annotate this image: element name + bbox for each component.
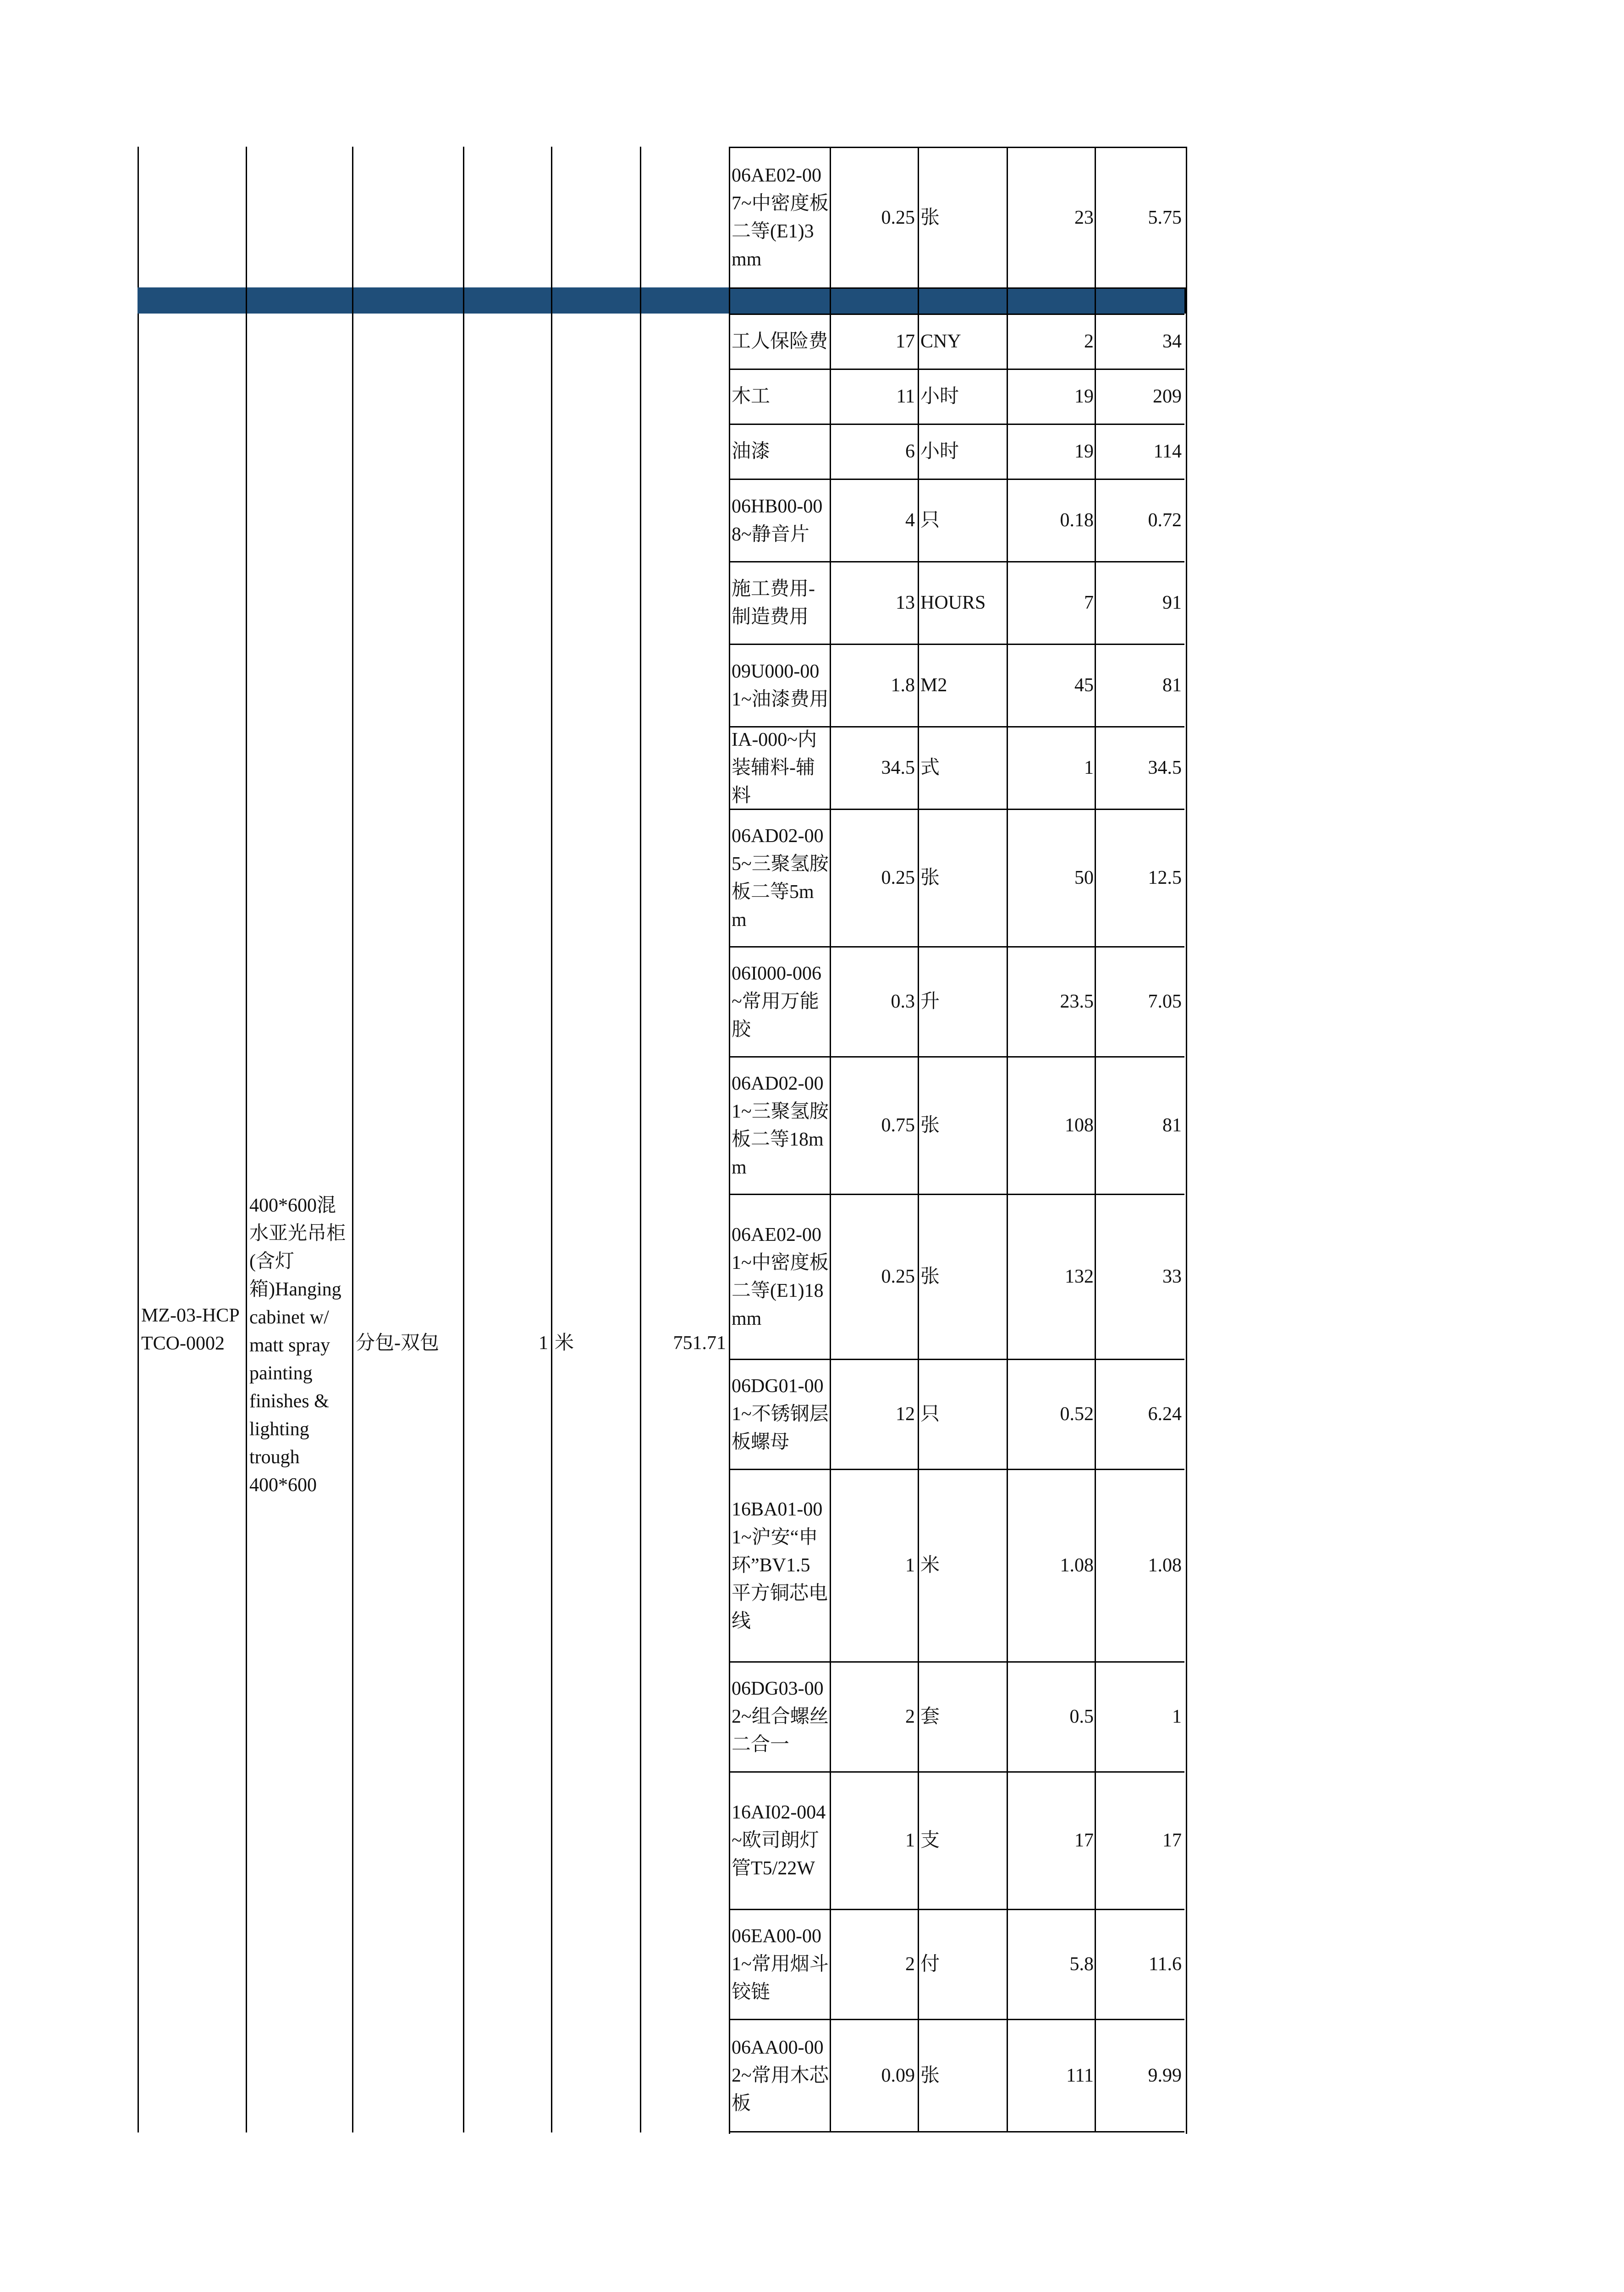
row-price: 132 bbox=[1065, 1266, 1094, 1287]
row-qty: 1 bbox=[905, 1830, 915, 1851]
row-unit: 只 bbox=[920, 510, 940, 531]
grid-col-unit bbox=[918, 147, 919, 2132]
row-unit: 支 bbox=[920, 1830, 940, 1851]
row-total: 12.5 bbox=[1148, 867, 1182, 888]
row-unit: HOURS bbox=[920, 592, 986, 613]
row-qty: 11 bbox=[896, 386, 915, 407]
row-price: 45 bbox=[1074, 675, 1094, 696]
row-line bbox=[729, 287, 1184, 289]
row-price: 1.08 bbox=[1060, 1555, 1094, 1576]
row-name: 06AE02-001~中密度板二等(E1)18mm bbox=[732, 1224, 829, 1329]
row-price: 0.5 bbox=[1069, 1706, 1094, 1727]
row-price: 50 bbox=[1074, 867, 1094, 888]
row-unit: 小时 bbox=[920, 441, 959, 462]
row-total: 11.6 bbox=[1149, 1954, 1182, 1975]
row-total: 1 bbox=[1172, 1706, 1182, 1727]
row-total: 1.08 bbox=[1148, 1555, 1182, 1576]
row-qty: 0.75 bbox=[881, 1115, 915, 1136]
row-name: 16BA01-001~沪安“申环”BV1.5平方铜芯电线 bbox=[732, 1499, 828, 1632]
item-description: 400*600混水亚光吊柜(含灯箱)Hanging cabinet w/ matt spray painting finishes & lighting trough 400*600 bbox=[249, 1195, 346, 1496]
row-unit: 只 bbox=[920, 1404, 940, 1425]
row-total: 34 bbox=[1162, 331, 1182, 352]
row-price: 17 bbox=[1074, 1830, 1094, 1851]
row-price: 0.52 bbox=[1060, 1404, 1094, 1425]
col-border-c bbox=[352, 147, 353, 2132]
row-price: 108 bbox=[1065, 1115, 1094, 1136]
prev-row-qty: 0.25 bbox=[881, 207, 915, 228]
row-total: 9.99 bbox=[1148, 2065, 1182, 2086]
row-total: 33 bbox=[1162, 1266, 1182, 1287]
col-border-d bbox=[463, 147, 464, 2132]
row-total: 114 bbox=[1153, 441, 1182, 462]
row-unit: CNY bbox=[920, 331, 961, 352]
row-unit: 小时 bbox=[920, 386, 959, 407]
row-total: 0.72 bbox=[1148, 510, 1182, 531]
col-border-e bbox=[551, 147, 552, 2132]
row-name: IA-000~内装辅料-辅料 bbox=[732, 729, 817, 806]
row-qty: 1.8 bbox=[891, 675, 915, 696]
row-qty: 0.3 bbox=[891, 991, 915, 1012]
band-divider bbox=[246, 287, 247, 314]
band-divider bbox=[463, 287, 464, 314]
row-price: 7 bbox=[1084, 592, 1094, 613]
item-amount: 751.71 bbox=[673, 1333, 726, 1354]
row-total: 17 bbox=[1162, 1830, 1182, 1851]
row-qty: 17 bbox=[896, 331, 915, 352]
row-total: 91 bbox=[1162, 592, 1182, 613]
row-name: 06AD02-005~三聚氢胺板二等5mm bbox=[732, 825, 829, 931]
row-price: 5.8 bbox=[1069, 1954, 1094, 1975]
prev-row-price: 23 bbox=[1074, 207, 1094, 228]
row-unit: 张 bbox=[920, 2065, 940, 2086]
row-name: 09U000-001~油漆费用 bbox=[732, 661, 829, 710]
row-name: 06AD02-001~三聚氢胺板二等18mm bbox=[732, 1073, 829, 1178]
row-name: 06DG01-001~不锈钢层板螺母 bbox=[732, 1376, 829, 1453]
row-total: 7.05 bbox=[1148, 991, 1182, 1012]
row-price: 2 bbox=[1084, 331, 1094, 352]
col-border-b bbox=[246, 147, 247, 2132]
row-price: 1 bbox=[1084, 757, 1094, 778]
row-qty: 6 bbox=[905, 441, 915, 462]
item-unit: 米 bbox=[555, 1333, 574, 1354]
col-border-f bbox=[640, 147, 641, 2132]
row-name: 06HB00-008~静音片 bbox=[732, 496, 823, 545]
row-name: 16AI02-004~欧司朗灯管T5/22W bbox=[732, 1802, 826, 1879]
item-type: 分包-双包 bbox=[356, 1333, 439, 1354]
row-unit: 米 bbox=[920, 1555, 940, 1576]
row-qty: 2 bbox=[905, 1706, 915, 1727]
row-total: 81 bbox=[1162, 675, 1182, 696]
row-name: 施工费用-制造费用 bbox=[732, 578, 815, 628]
row-price: 19 bbox=[1074, 386, 1094, 407]
row-unit: 张 bbox=[920, 1266, 940, 1287]
item-qty: 1 bbox=[539, 1333, 548, 1354]
row-name: 06EA00-001~常用烟斗铰链 bbox=[732, 1926, 829, 2003]
row-name: 06DG03-002~组合螺丝二合一 bbox=[732, 1678, 829, 1755]
prev-row-name: 06AE02-007~中密度板二等(E1)3mm bbox=[732, 165, 829, 270]
row-qty: 0.25 bbox=[881, 867, 915, 888]
item-code: MZ-03-HCPTCO-0002 bbox=[141, 1305, 240, 1354]
row-unit: 升 bbox=[920, 991, 940, 1012]
row-name: 工人保险费 bbox=[732, 331, 828, 352]
row-qty: 1 bbox=[905, 1555, 915, 1576]
col-border-a bbox=[138, 147, 139, 2132]
row-price: 111 bbox=[1066, 2065, 1094, 2086]
row-name: 06I000-006~常用万能胶 bbox=[732, 963, 821, 1040]
row-name: 06AA00-002~常用木芯板 bbox=[732, 2037, 829, 2114]
grid-col-price bbox=[1007, 147, 1008, 2132]
row-total: 34.5 bbox=[1148, 757, 1182, 778]
row-unit: 套 bbox=[920, 1706, 940, 1727]
row-qty: 2 bbox=[905, 1954, 915, 1975]
row-price: 19 bbox=[1074, 441, 1094, 462]
row-qty: 34.5 bbox=[881, 757, 915, 778]
prev-row-unit: 张 bbox=[920, 207, 940, 228]
row-qty: 13 bbox=[896, 592, 915, 613]
grid-col-total bbox=[1095, 147, 1096, 2132]
row-total: 209 bbox=[1153, 386, 1182, 407]
row-price: 0.18 bbox=[1060, 510, 1094, 531]
row-unit: 张 bbox=[920, 867, 940, 888]
row-qty: 0.25 bbox=[881, 1266, 915, 1287]
row-line bbox=[729, 2131, 1184, 2132]
row-total: 81 bbox=[1162, 1115, 1182, 1136]
row-unit: 张 bbox=[920, 1115, 940, 1136]
row-price: 23.5 bbox=[1060, 991, 1094, 1012]
row-total: 6.24 bbox=[1148, 1404, 1182, 1425]
band-divider bbox=[352, 287, 353, 314]
row-qty: 4 bbox=[905, 510, 915, 531]
row-name: 油漆 bbox=[732, 441, 771, 462]
row-qty: 0.09 bbox=[881, 2065, 915, 2086]
row-unit: 付 bbox=[920, 1954, 940, 1975]
row-name: 木工 bbox=[732, 386, 771, 407]
row-unit: 式 bbox=[920, 757, 940, 778]
row-qty: 12 bbox=[896, 1404, 915, 1425]
band-divider bbox=[551, 287, 552, 314]
band-divider bbox=[640, 287, 641, 314]
row-unit: M2 bbox=[920, 675, 947, 696]
prev-row-total: 5.75 bbox=[1148, 207, 1182, 228]
